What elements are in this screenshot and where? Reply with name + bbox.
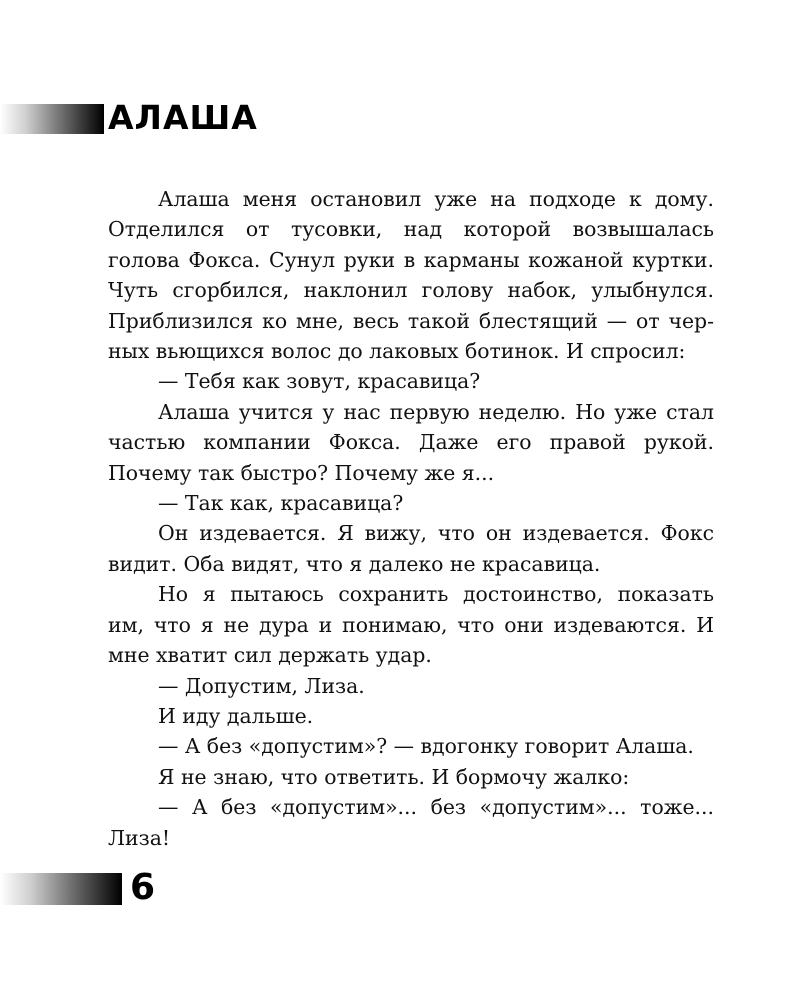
paragraph: Но я пытаюсь сохранить достоинство, показать им, что я не дура и понимаю, что они издеваются. И мне хватит сил держать удар.	[108, 582, 714, 668]
body-text	[108, 184, 714, 853]
page-number: 6	[130, 867, 156, 908]
paragraph: Я не знаю, что ответить. И бормочу жалко:	[158, 764, 630, 789]
paragraph: — Так как, красавица?	[158, 491, 404, 516]
header-gradient-bar	[0, 104, 104, 134]
paragraph: — А без «допустим»? — вдогонку говорит Алаша.	[158, 734, 694, 759]
paragraph: Алаша меня остановил уже на подходе к дому. Отделился от тусовки, над которой возвышалась голова Фокса. Сунул руки в карманы кожаной куртки. Чуть сгорбился, наклонил голову набок, улыбнулся. Приблизился ко мне, весь такой блестящий — от черных вьющихся волос до лаковых ботинок. И спросил:	[108, 187, 714, 364]
paragraph: — Допустим, Лиза.	[158, 673, 365, 698]
paragraph: — А без «допустим»... без «допустим»... тоже... Лиза!	[108, 795, 714, 850]
paragraph: Алаша учится у нас первую неделю. Но уже стал частью компании Фокса. Даже его правой рукой. Почему так быстро? Почему же я...	[108, 399, 714, 485]
chapter-title: АЛАША	[108, 98, 258, 137]
footer-gradient-bar	[0, 873, 122, 905]
paragraph: Он издевается. Я вижу, что он издевается. Фокс видит. Оба видят, что я далеко не красавица.	[108, 521, 714, 576]
paragraph: — Тебя как зовут, красавица?	[158, 369, 481, 394]
paragraph: И иду дальше.	[158, 703, 314, 728]
